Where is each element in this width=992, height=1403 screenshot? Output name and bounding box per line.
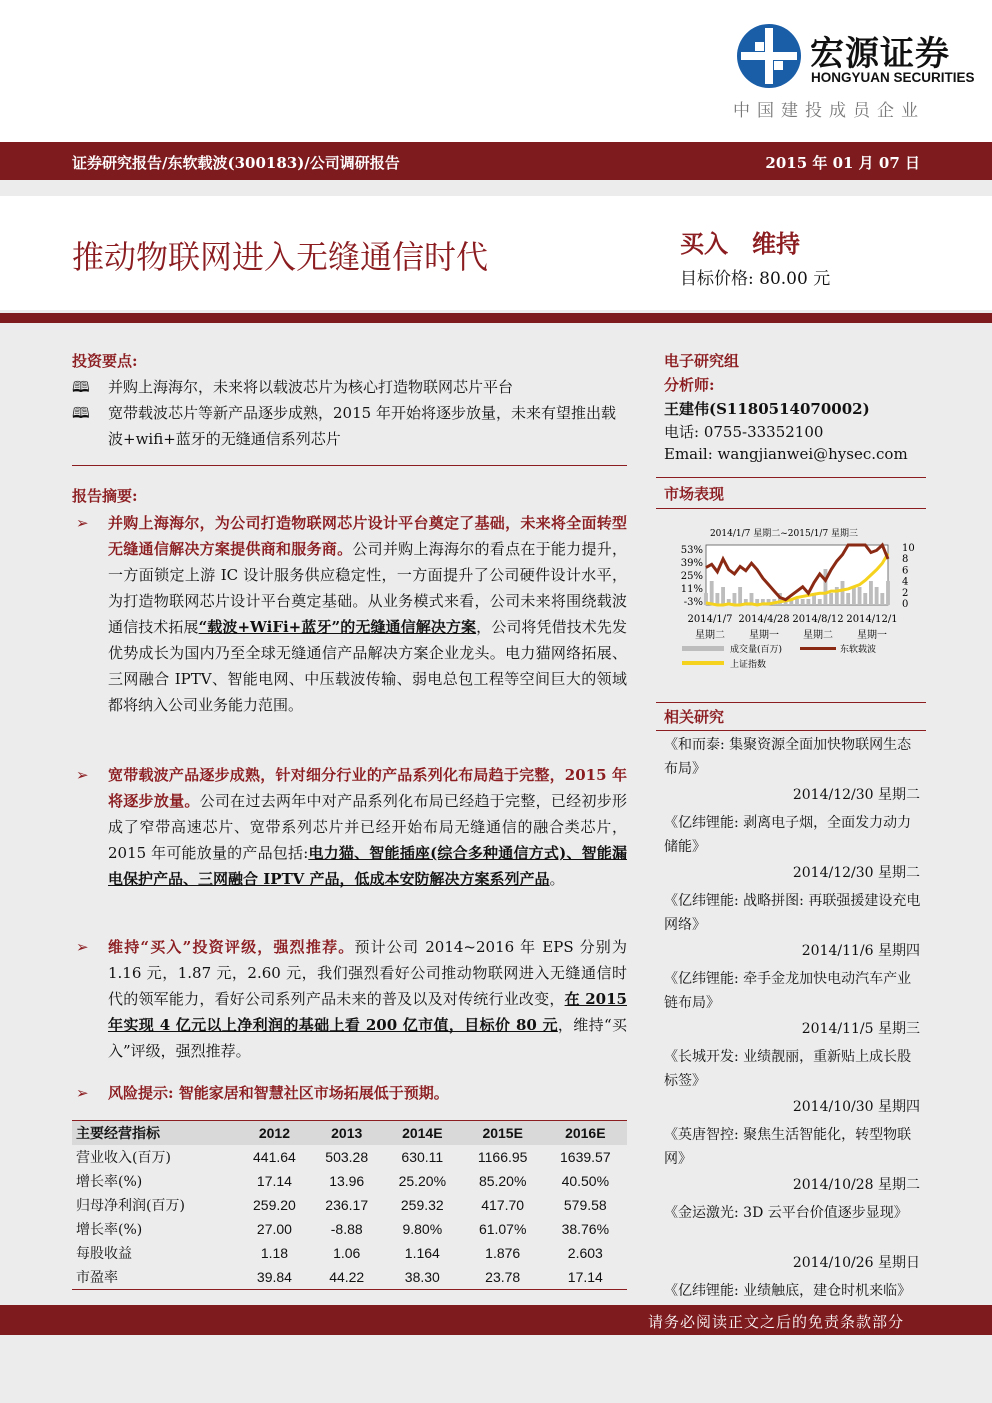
x-tick-weekday: 星期一 bbox=[857, 630, 887, 641]
rating-action: 买入 bbox=[680, 230, 728, 258]
y-right-tick: 6 bbox=[902, 565, 909, 577]
table-header-row bbox=[72, 1121, 627, 1146]
analyst-name: 王建伟(S1180514070002) bbox=[664, 400, 870, 418]
x-tick: 2014/1/7 bbox=[687, 614, 733, 625]
y-left-tick: 53% bbox=[680, 545, 703, 556]
report-date: 2015 年 01 月 07 日 bbox=[765, 154, 920, 172]
related-research-date: 2014/11/6 星期四 bbox=[801, 943, 920, 959]
volume-bar bbox=[738, 587, 742, 605]
arrow-bullet-icon: ➢ bbox=[76, 1084, 89, 1102]
legend-swatch-index bbox=[682, 661, 724, 665]
page-header bbox=[0, 0, 992, 142]
table-cell: 259.32 bbox=[400, 1197, 444, 1213]
table-row bbox=[72, 1241, 627, 1265]
y-left-tick: 39% bbox=[680, 558, 703, 569]
legend-volume: 成交量(百万) bbox=[730, 645, 783, 655]
rating-status: 维持 bbox=[752, 230, 800, 258]
x-tick-weekday: 星期二 bbox=[695, 630, 725, 641]
table-cell: 630.11 bbox=[401, 1149, 444, 1165]
rating bbox=[680, 224, 800, 259]
related-research-title[interactable]: 《亿纬锂能: 牵手金龙加快电动汽车产业链布局》 bbox=[664, 971, 912, 1011]
volume-bar bbox=[795, 599, 799, 605]
arrow-bullet-icon: ➢ bbox=[76, 938, 89, 956]
table-row bbox=[72, 1217, 627, 1241]
volume-bar bbox=[852, 587, 856, 605]
summary-paragraph-3: ➢ 维持“买入”投资评级，强烈推荐。预计公司 2014~2016 年 EPS 分别为 1.16 元，1.87 元，2.60 元，我们强烈看好公司推动物联网进入无缝通信时代的领军能力，看好公司系列产品未来的普及以及对传统行业改变，在 2015 年实现 4 亿元以上净利润的基础上看 200 亿市值，目标价 80 元，维持“买入”评级，强烈推荐。 bbox=[72, 934, 627, 1064]
table-header: 2014E bbox=[383, 1121, 462, 1146]
summary-paragraph-4: ➢ 风险提示: 智能家居和智慧社区市场拓展低于预期。 bbox=[72, 1080, 627, 1106]
divider bbox=[656, 702, 926, 703]
table-cell: 39.84 bbox=[238, 1265, 310, 1289]
report-title: 推动物联网进入无缝通信时代 bbox=[72, 238, 489, 276]
arrow-bullet-icon: ➢ bbox=[76, 766, 89, 784]
legend-swatch-stock bbox=[800, 647, 836, 650]
table-header: 2016E bbox=[544, 1121, 627, 1146]
related-research-date: 2014/12/30 星期二 bbox=[792, 865, 920, 881]
table-header: 2015E bbox=[462, 1121, 544, 1146]
table-cell: 23.78 bbox=[462, 1265, 544, 1289]
volume-bar bbox=[846, 593, 850, 605]
volume-bar bbox=[818, 599, 822, 605]
table-cell: 579.58 bbox=[563, 1197, 607, 1213]
volume-bar bbox=[806, 599, 810, 605]
market-heading: 市场表现 bbox=[664, 485, 725, 503]
related-research-heading: 相关研究 bbox=[664, 708, 725, 726]
table-cell: 236.17 bbox=[325, 1197, 369, 1213]
analyst-group: 电子研究组 bbox=[664, 352, 740, 370]
related-research-title[interactable]: 《金运激光: 3D 云平台价值逐步显现》 bbox=[664, 1205, 908, 1221]
table-cell: 归母净利润(百万) bbox=[76, 1198, 185, 1214]
table-cell: 17.14 bbox=[256, 1173, 292, 1189]
volume-bar bbox=[886, 581, 890, 605]
x-tick: 2014/12/1 bbox=[846, 614, 898, 625]
volume-bar bbox=[863, 593, 867, 605]
volume-bar bbox=[880, 593, 884, 605]
table-row bbox=[72, 1193, 627, 1217]
y-right-tick: 4 bbox=[902, 576, 909, 588]
target-price: 目标价格: 80.00 元 bbox=[680, 269, 831, 289]
y-right-tick: 0 bbox=[902, 599, 909, 610]
legend-stock: 东软载波 bbox=[840, 645, 877, 655]
y-right-tick: 10 bbox=[902, 543, 915, 554]
related-research-date: 2014/10/30 星期四 bbox=[792, 1099, 920, 1115]
table-cell: 1166.95 bbox=[477, 1149, 528, 1165]
hongyuan-logo-icon bbox=[735, 22, 803, 90]
table-cell: 40.50% bbox=[561, 1173, 610, 1189]
table-cell: 1.164 bbox=[404, 1245, 440, 1261]
investment-point-item: 🕮 并购上海海尔，未来将以载波芯片为核心打造物联网芯片平台 bbox=[72, 374, 627, 400]
table-cell: 25.20% bbox=[398, 1173, 447, 1189]
x-tick-weekday: 星期二 bbox=[803, 630, 833, 641]
analyst-label: 分析师: bbox=[664, 376, 715, 394]
volume-bar bbox=[869, 581, 873, 605]
y-left-tick: 25% bbox=[680, 571, 703, 582]
related-research-date: 2014/11/5 星期三 bbox=[801, 1021, 920, 1037]
volume-bar bbox=[824, 569, 828, 605]
divider bbox=[656, 477, 926, 478]
book-icon: 🕮 bbox=[72, 404, 90, 422]
table-cell: 61.07% bbox=[478, 1221, 527, 1237]
market-chart bbox=[664, 520, 926, 680]
book-icon: 🕮 bbox=[72, 378, 90, 396]
table-cell: 每股收益 bbox=[76, 1246, 132, 1262]
volume-bar bbox=[715, 593, 719, 605]
table-cell: 营业收入(百万) bbox=[76, 1150, 171, 1166]
analyst-phone: 电话: 0755-33352100 bbox=[664, 423, 824, 441]
logo-tagline: 中国建投成员企业 bbox=[733, 101, 925, 121]
report-category-bar bbox=[0, 142, 992, 180]
table-header: 主要经营指标 bbox=[72, 1121, 238, 1146]
related-research-title[interactable]: 《长城开发: 业绩靓丽，重新贴上成长股标签》 bbox=[664, 1049, 912, 1089]
arrow-bullet-icon: ➢ bbox=[76, 514, 89, 532]
table-cell: 38.76% bbox=[561, 1221, 610, 1237]
volume-bar bbox=[733, 593, 737, 605]
y-left-tick: -3% bbox=[683, 597, 703, 608]
y-left-tick: 11% bbox=[680, 584, 703, 595]
table-cell: 1.06 bbox=[333, 1245, 361, 1261]
volume-bar bbox=[710, 581, 714, 605]
table-cell: 1.876 bbox=[485, 1245, 521, 1261]
table-cell: 增长率(%) bbox=[76, 1222, 143, 1238]
table-header: 2012 bbox=[238, 1121, 310, 1146]
related-research-title[interactable]: 《亿纬锂能: 战略拼图: 再联强援建设充电网络》 bbox=[664, 893, 921, 933]
divider bbox=[656, 508, 926, 509]
table-cell: 503.28 bbox=[325, 1149, 369, 1165]
related-research-title[interactable]: 《亿纬锂能: 业绩触底，建仓时机来临》 bbox=[664, 1283, 912, 1299]
table-cell: 市盈率 bbox=[72, 1265, 238, 1289]
legend-swatch-volume bbox=[682, 646, 724, 651]
related-research-title[interactable]: 《英唐智控: 聚焦生活智能化，转型物联网》 bbox=[664, 1127, 912, 1167]
related-research-date: 2014/10/28 星期二 bbox=[792, 1177, 920, 1193]
related-research-date: 2014/10/26 星期日 bbox=[792, 1255, 920, 1271]
table-cell: 27.00 bbox=[256, 1221, 292, 1237]
investment-point-item: 🕮 宽带载波芯片等新产品逐步成熟，2015 年开始将逐步放量，未来有望推出载波+wifi+蓝牙的无缝通信系列芯片 bbox=[72, 400, 627, 452]
summary-heading: 报告摘要: bbox=[72, 487, 138, 505]
table-cell: 85.20% bbox=[478, 1173, 527, 1189]
x-tick: 2014/8/12 bbox=[792, 614, 844, 625]
table-cell: -8.88 bbox=[330, 1221, 363, 1237]
table-header: 2013 bbox=[311, 1121, 383, 1146]
volume-bar bbox=[841, 581, 845, 605]
table-cell: 441.64 bbox=[253, 1149, 296, 1165]
table-cell: 2.603 bbox=[567, 1245, 603, 1261]
table-row bbox=[72, 1145, 627, 1169]
analyst-email: Email: wangjianwei@hysec.com bbox=[664, 445, 908, 463]
volume-bar bbox=[829, 593, 833, 605]
page-footer bbox=[0, 1305, 992, 1335]
table-cell: 44.22 bbox=[311, 1265, 383, 1289]
table-row bbox=[72, 1265, 627, 1289]
y-right-tick: 2 bbox=[902, 587, 909, 599]
table-cell: 1639.57 bbox=[560, 1149, 611, 1165]
related-research-title[interactable]: 《亿纬锂能: 剥离电子烟，全面发力动力储能》 bbox=[664, 815, 912, 855]
logo-english-name: HONGYUAN SECURITIES bbox=[811, 70, 975, 85]
legend-index: 上证指数 bbox=[730, 660, 767, 670]
investment-points-heading: 投资要点: bbox=[72, 352, 138, 370]
table-cell: 13.96 bbox=[329, 1173, 365, 1189]
volume-bar bbox=[721, 587, 725, 605]
volume-bar bbox=[858, 587, 862, 605]
table-cell: 417.70 bbox=[481, 1197, 525, 1213]
y-right-tick: 8 bbox=[902, 554, 909, 566]
footer-disclaimer: 请务必阅读正文之后的免责条款部分 bbox=[647, 1313, 904, 1331]
related-research-title[interactable]: 《和而泰: 集聚资源全面加快物联网生态布局》 bbox=[664, 737, 912, 777]
logo-chinese-name: 宏源证券 bbox=[810, 34, 950, 74]
financial-table bbox=[72, 1120, 627, 1290]
volume-bar bbox=[801, 599, 805, 605]
divider bbox=[72, 465, 627, 466]
title-box bbox=[0, 196, 992, 310]
table-cell: 1.18 bbox=[260, 1245, 289, 1261]
table-cell: 17.14 bbox=[544, 1265, 627, 1289]
volume-bar bbox=[875, 587, 879, 605]
summary-paragraph-1: ➢ 并购上海海尔，为公司打造物联网芯片设计平台奠定了基础，未来将全面转型无缝通信解决方案提供商和服务商。公司并购上海海尔的看点在于能力提升，一方面锁定上游 IC 设计服务供应稳定性，一方面提升了公司硬件设计水平，为打造物联网芯片设计平台奠定基础。从业务模式来看，公司未来将围绕载波通信技术拓展“载波+WiFi+蓝牙”的无缝通信解决方案，公司将凭借技术先发优势成长为国内乃至全球无缝通信产品解决方案企业龙头。电力猫网络拓展、三网融合 IPTV、智能电网、中压载波传输、弱电总包工程等空间巨大的领域都将纳入公司业务能力范围。 bbox=[72, 510, 627, 718]
table-cell: 9.80% bbox=[402, 1221, 443, 1237]
table-cell: 增长率(%) bbox=[76, 1174, 143, 1190]
table-cell: 38.30 bbox=[383, 1265, 462, 1289]
summary-paragraph-2: ➢ 宽带载波产品逐步成熟，针对细分行业的产品系列化布局趋于完整，2015 年将逐步放量。公司在过去两年中对产品系列化布局已经趋于完整，已经初步形成了窄带高速芯片、宽带系列芯片并已经开始布局无缝通信的融合类芯片，2015 年可能放量的产品包括:电力猫、智能插座(综合多种通信方式)、智能漏电保护产品、三网融合 IPTV 产品，低成本安防解决方案系列产品。 bbox=[72, 762, 627, 892]
chart-title: 2014/1/7 星期二~2015/1/7 星期三 bbox=[709, 529, 859, 539]
separator-bar bbox=[0, 313, 992, 323]
related-research-date: 2014/12/30 星期二 bbox=[792, 787, 920, 803]
table-row bbox=[72, 1169, 627, 1193]
x-tick-weekday: 星期一 bbox=[749, 630, 779, 641]
divider bbox=[656, 730, 926, 731]
table-cell: 259.20 bbox=[253, 1197, 296, 1213]
x-tick: 2014/4/28 bbox=[738, 614, 790, 625]
report-category: 证券研究报告/东软载波(300183)/公司调研报告 bbox=[72, 154, 400, 172]
